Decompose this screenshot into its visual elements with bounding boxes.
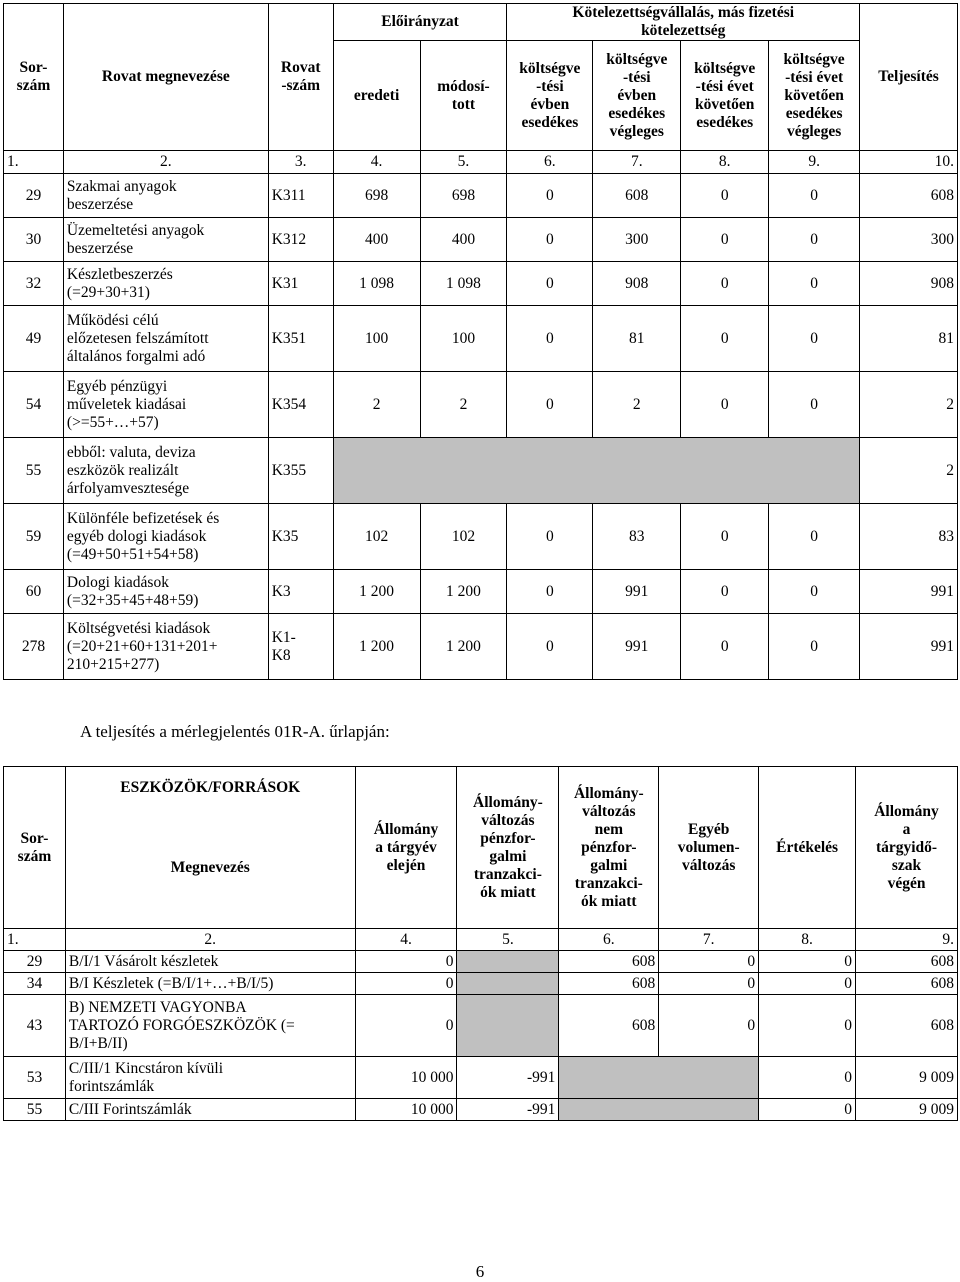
- row-k3: 0: [681, 262, 769, 306]
- column-number-row: [4, 151, 958, 174]
- row-rovat: K355: [268, 438, 333, 504]
- row-name: Költségvetési kiadások (=20+21+60+131+201+ 210+215+277): [63, 614, 268, 680]
- row-allomany-elejen: 10 000: [355, 1099, 457, 1121]
- row-allomany-vegen: 9 009: [856, 1099, 958, 1121]
- row-k1: 0: [507, 614, 593, 680]
- shaded-cell: [333, 438, 859, 504]
- row-k3: 0: [681, 504, 769, 570]
- row-sorszam: 278: [4, 614, 64, 680]
- row-name: Egyéb pénzügyi műveletek kiadásai (>=55+…+57): [63, 372, 268, 438]
- row-eredeti: 100: [333, 306, 420, 372]
- column-number: 5.: [420, 151, 507, 174]
- row-k4: 0: [769, 174, 860, 218]
- table-row: [4, 372, 958, 438]
- row-k1: 0: [507, 174, 593, 218]
- column-number: 7.: [659, 929, 759, 951]
- row-sorszam: 30: [4, 218, 64, 262]
- row-sorszam: 55: [4, 438, 64, 504]
- row-modositott: 400: [420, 218, 507, 262]
- row-allomany-vegen: 608: [856, 995, 958, 1057]
- row-teljesites: 2: [860, 372, 958, 438]
- column-number: 8.: [681, 151, 769, 174]
- row-k2: 608: [593, 174, 681, 218]
- row-name: Dologi kiadások (=32+35+45+48+59): [63, 570, 268, 614]
- row-allomany-elejen: 0: [355, 951, 457, 973]
- row-eredeti: 400: [333, 218, 420, 262]
- row-k2: 300: [593, 218, 681, 262]
- row-modositott: 100: [420, 306, 507, 372]
- row-k4: 0: [769, 614, 860, 680]
- row-allomany-elejen: 0: [355, 995, 457, 1057]
- row-sorszam: 54: [4, 372, 64, 438]
- header-k4: költségve -tési évet követően esedékes végleges: [769, 41, 860, 151]
- header-rovat-szam: Rovat -szám: [268, 4, 333, 151]
- header-rovat-megnevezese: Rovat megnevezése: [63, 4, 268, 151]
- row-k1: 0: [507, 306, 593, 372]
- header-nem-penzforgalmi: Állomány- változás nem pénzfor- galmi tranzakci- ók miatt: [559, 767, 659, 929]
- row-name: B) NEMZETI VAGYONBA TARTOZÓ FORGÓESZKÖZÖK (= B/I+B/II): [65, 995, 355, 1057]
- row-teljesites: 991: [860, 614, 958, 680]
- row-rovat: K1- K8: [268, 614, 333, 680]
- table-row: [4, 995, 958, 1057]
- row-eredeti: 102: [333, 504, 420, 570]
- row-teljesites: 608: [860, 174, 958, 218]
- row-penzforgalmi: -991: [457, 1099, 559, 1121]
- table-row: [4, 504, 958, 570]
- row-name: C/III/1 Kincstáron kívüli forintszámlák: [65, 1057, 355, 1099]
- header-ertekeles: Értékelés: [759, 767, 856, 929]
- row-name: B/I Készletek (=B/I/1+…+B/I/5): [65, 973, 355, 995]
- row-nem-penzforgalmi: 608: [559, 973, 659, 995]
- row-modositott: 1 098: [420, 262, 507, 306]
- row-teljesites: 2: [860, 438, 958, 504]
- balance-table: [3, 766, 958, 1121]
- row-name: Üzemeltetési anyagok beszerzése: [63, 218, 268, 262]
- row-ertekeles: 0: [759, 951, 856, 973]
- shaded-cell: [457, 995, 559, 1057]
- table-row: [4, 973, 958, 995]
- column-number: 2.: [65, 929, 355, 951]
- shaded-cell: [457, 951, 559, 973]
- row-k4: 0: [769, 372, 860, 438]
- row-eredeti: 1 200: [333, 614, 420, 680]
- row-name: Különféle befizetések és egyéb dologi kiadások (=49+50+51+54+58): [63, 504, 268, 570]
- column-number: 1.: [4, 929, 66, 951]
- row-k4: 0: [769, 262, 860, 306]
- header-eszkozok-forrasok: ESZKÖZÖK/FORRÁSOK: [65, 767, 355, 809]
- row-name: B/I/1 Vásárolt készletek: [65, 951, 355, 973]
- table-row: [4, 951, 958, 973]
- row-teljesites: 83: [860, 504, 958, 570]
- row-k1: 0: [507, 570, 593, 614]
- table-row: [4, 570, 958, 614]
- column-number: 4.: [355, 929, 457, 951]
- column-number: 9.: [856, 929, 958, 951]
- row-name: Működési célú előzetesen felszámított általános forgalmi adó: [63, 306, 268, 372]
- column-number: 7.: [593, 151, 681, 174]
- row-k1: 0: [507, 218, 593, 262]
- column-number: 5.: [457, 929, 559, 951]
- shaded-cell: [559, 1057, 759, 1099]
- row-k4: 0: [769, 570, 860, 614]
- header-k3: költségve -tési évet követően esedékes: [681, 41, 769, 151]
- row-k3: 0: [681, 570, 769, 614]
- row-nem-penzforgalmi: 608: [559, 951, 659, 973]
- row-egyeb-volumen: 0: [659, 973, 759, 995]
- column-number: 1.: [4, 151, 64, 174]
- column-number: 6.: [559, 929, 659, 951]
- row-name: ebből: valuta, deviza eszközök realizált árfolyamvesztesége: [63, 438, 268, 504]
- header-eredeti: eredeti: [333, 41, 420, 151]
- column-number: 2.: [63, 151, 268, 174]
- row-rovat: K311: [268, 174, 333, 218]
- header-teljesites: Teljesítés: [860, 4, 958, 151]
- row-eredeti: 1 200: [333, 570, 420, 614]
- row-k2: 991: [593, 570, 681, 614]
- row-k1: 0: [507, 372, 593, 438]
- table-row: [4, 174, 958, 218]
- table-row: [4, 1099, 958, 1121]
- row-modositott: 1 200: [420, 570, 507, 614]
- row-penzforgalmi: -991: [457, 1057, 559, 1099]
- header-megnevezes: Megnevezés: [65, 809, 355, 929]
- header-eloiranyzat: Előirányzat: [333, 4, 507, 41]
- row-allomany-elejen: 0: [355, 973, 457, 995]
- row-k2: 81: [593, 306, 681, 372]
- header-k2: költségve -tési évben esedékes végleges: [593, 41, 681, 151]
- column-number: 8.: [759, 929, 856, 951]
- row-teljesites: 81: [860, 306, 958, 372]
- table-row: [4, 614, 958, 680]
- table-row: [4, 438, 958, 504]
- header-egyeb-volumen: Egyéb volumen- változás: [659, 767, 759, 929]
- column-number: 4.: [333, 151, 420, 174]
- row-modositott: 698: [420, 174, 507, 218]
- table-row: [4, 1057, 958, 1099]
- row-modositott: 102: [420, 504, 507, 570]
- header-allomany-elejen: Állomány a tárgyév elején: [355, 767, 457, 929]
- row-sorszam: 29: [4, 951, 66, 973]
- row-egyeb-volumen: 0: [659, 951, 759, 973]
- row-sorszam: 43: [4, 995, 66, 1057]
- table-row: [4, 262, 958, 306]
- table-row: [4, 306, 958, 372]
- row-sorszam: 53: [4, 1057, 66, 1099]
- row-sorszam: 29: [4, 174, 64, 218]
- row-k3: 0: [681, 614, 769, 680]
- shaded-cell: [457, 973, 559, 995]
- note-text: A teljesítés a mérlegjelentés 01R-A. űrlapján:: [80, 722, 390, 741]
- row-teljesites: 300: [860, 218, 958, 262]
- row-k2: 2: [593, 372, 681, 438]
- row-k2: 908: [593, 262, 681, 306]
- shaded-cell: [559, 1099, 759, 1121]
- row-eredeti: 1 098: [333, 262, 420, 306]
- row-modositott: 2: [420, 372, 507, 438]
- row-rovat: K31: [268, 262, 333, 306]
- row-allomany-elejen: 10 000: [355, 1057, 457, 1099]
- column-number: 9.: [769, 151, 860, 174]
- row-k3: 0: [681, 174, 769, 218]
- column-number-row: [4, 929, 958, 951]
- header-modositott: módosí- tott: [420, 41, 507, 151]
- row-sorszam: 49: [4, 306, 64, 372]
- table-row: [4, 218, 958, 262]
- row-eredeti: 698: [333, 174, 420, 218]
- row-rovat: K354: [268, 372, 333, 438]
- row-egyeb-volumen: 0: [659, 995, 759, 1057]
- row-k2: 991: [593, 614, 681, 680]
- row-sorszam: 34: [4, 973, 66, 995]
- header-penzforgalmi: Állomány- változás pénzfor- galmi tranzakci- ók miatt: [457, 767, 559, 929]
- row-ertekeles: 0: [759, 1099, 856, 1121]
- row-name: Szakmai anyagok beszerzése: [63, 174, 268, 218]
- row-k4: 0: [769, 218, 860, 262]
- row-k4: 0: [769, 504, 860, 570]
- row-sorszam: 59: [4, 504, 64, 570]
- row-k1: 0: [507, 262, 593, 306]
- row-k3: 0: [681, 218, 769, 262]
- row-k2: 83: [593, 504, 681, 570]
- row-name: C/III Forintszámlák: [65, 1099, 355, 1121]
- row-rovat: K312: [268, 218, 333, 262]
- row-rovat: K351: [268, 306, 333, 372]
- row-rovat: K3: [268, 570, 333, 614]
- header-sorszam: Sor- szám: [4, 4, 64, 151]
- budget-table: [3, 3, 958, 680]
- row-ertekeles: 0: [759, 1057, 856, 1099]
- row-rovat: K35: [268, 504, 333, 570]
- column-number: 6.: [507, 151, 593, 174]
- row-ertekeles: 0: [759, 973, 856, 995]
- row-k3: 0: [681, 372, 769, 438]
- row-nem-penzforgalmi: 608: [559, 995, 659, 1057]
- page-number: 6: [475, 1262, 485, 1281]
- row-allomany-vegen: 9 009: [856, 1057, 958, 1099]
- row-teljesites: 991: [860, 570, 958, 614]
- row-modositott: 1 200: [420, 614, 507, 680]
- row-eredeti: 2: [333, 372, 420, 438]
- row-ertekeles: 0: [759, 995, 856, 1057]
- row-sorszam: 60: [4, 570, 64, 614]
- header-kotelezettseg: Kötelezettségvállalás, más fizetési kötelezettség: [507, 4, 860, 41]
- header-sorszam: Sor- szám: [4, 767, 66, 929]
- row-sorszam: 32: [4, 262, 64, 306]
- row-k4: 0: [769, 306, 860, 372]
- row-sorszam: 55: [4, 1099, 66, 1121]
- row-allomany-vegen: 608: [856, 973, 958, 995]
- row-k3: 0: [681, 306, 769, 372]
- row-teljesites: 908: [860, 262, 958, 306]
- row-k1: 0: [507, 504, 593, 570]
- row-name: Készletbeszerzés (=29+30+31): [63, 262, 268, 306]
- column-number: 3.: [268, 151, 333, 174]
- header-allomany-vegen: Állomány a tárgyidő- szak végén: [856, 767, 958, 929]
- column-number: 10.: [860, 151, 958, 174]
- row-allomany-vegen: 608: [856, 951, 958, 973]
- header-k1: költségve -tési évben esedékes: [507, 41, 593, 151]
